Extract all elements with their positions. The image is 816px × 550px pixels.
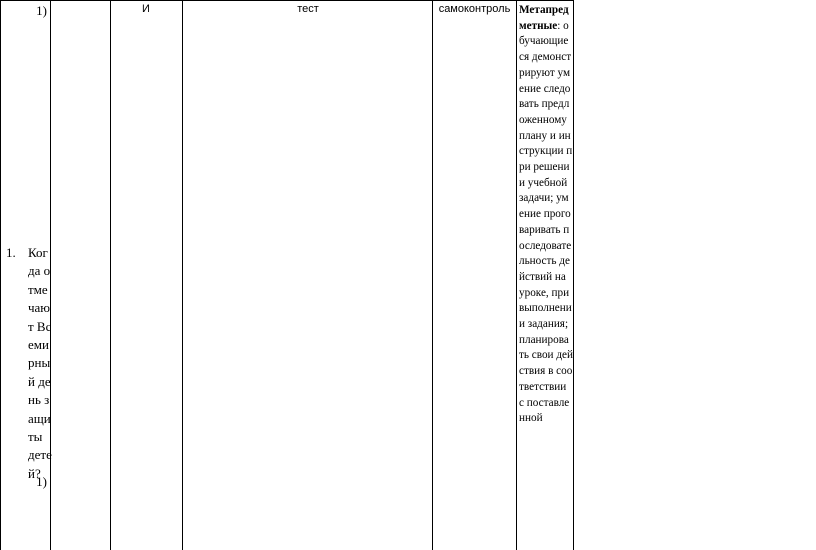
- question-cell: [0, 0, 50, 550]
- results-cell: [517, 3, 573, 427]
- table-column-divider: [182, 0, 183, 550]
- list-marker-bottom: 1): [36, 474, 47, 489]
- task-type-cell: тест: [297, 3, 319, 15]
- results-heading: Метапредметные: [519, 4, 569, 32]
- question-text: Когда отмечают Всемирный день защиты детей?: [28, 245, 52, 481]
- question-number: 1.: [6, 245, 16, 260]
- table-column-divider: [110, 0, 111, 550]
- results-text: : обучающиеся демонстрируют умение следовать предложенному плану и инструкции при решении учебной задачи; умение проговаривать последовательность действий на уроке, при выполнении задания; планировать свои действия в соответствии с поставленной: [519, 19, 573, 425]
- list-marker-top: 1): [36, 3, 47, 18]
- table-border-right: [573, 0, 574, 550]
- table-column-divider: [432, 0, 433, 550]
- control-cell: самоконтроль: [438, 3, 511, 15]
- form-of-work-cell: И: [142, 3, 150, 15]
